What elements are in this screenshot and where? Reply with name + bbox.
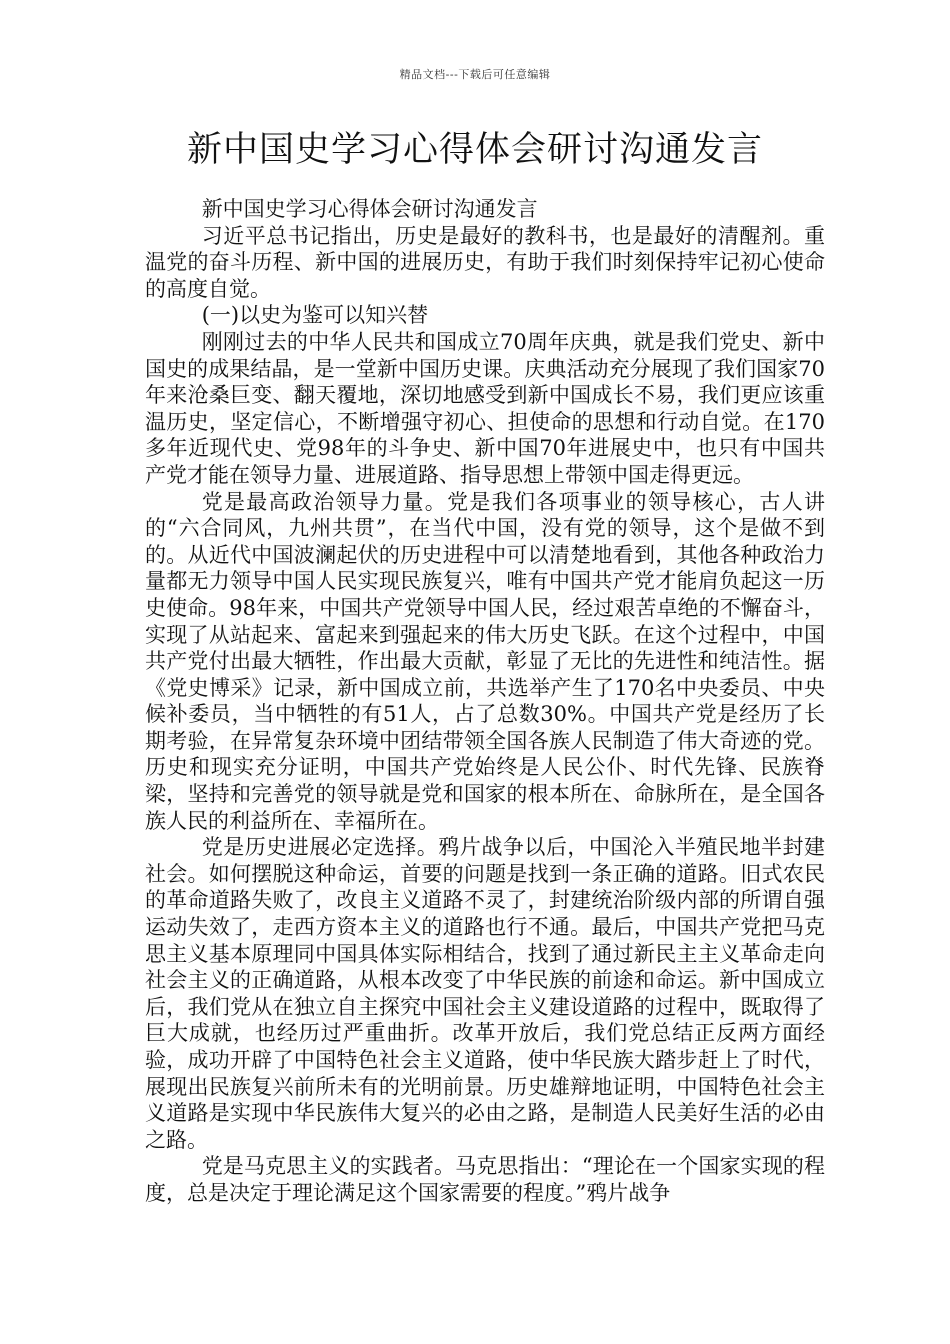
section-heading: (一)以史为鉴可以知兴替 [201, 303, 429, 328]
paragraph: 党是历史进展必定选择。鸦片战争以后，中国沦入半殖民地半封建社会。如何摆脱这种命运，首要的问题是找到一条正确的道路。旧式农民的革命道路失败了，改良主义道路不灵了，封建统治阶级内部的所谓自强运动失效了，走西方资本主义的道路也行不通。最后，中国共产党把马克思主义基本原理同中国具体实际相结合，找到了通过新民主主义革命走向社会主义的正确道路，从根本改变了中华民族的前途和命运。新中国成立后，我们党从在独立自主探究中国社会主义建设道路的过程中，既取得了巨大成就，也经历过严重曲折。改革开放后，我们党总结正反两方面经验，成功开辟了中国特色社会主义道路，使中华民族大踏步赶上了时代，展现出民族复兴前所未有的光明前景。历史雄辩地证明，中国特色社会主义道路是实现中华民族伟大复兴的必由之路，是制造人民美好生活的必由之路。 [145, 835, 825, 1152]
paragraph-intro: 习近平总书记指出，历史是最好的教科书，也是最好的清醒剂。重温党的奋斗历程、新中国的进展历史，有助于我们时刻保持牢记初心使命的高度自觉。 [145, 223, 825, 301]
paragraph: 刚刚过去的中华人民共和国成立70周年庆典，就是我们党史、新中国史的成果结晶，是一堂新中国历史课。庆典活动充分展现了我们国家70年来沧桑巨变、翻天覆地，深切地感受到新中国成长不易，我们更应该重温历史，坚定信心，不断增强守初心、担使命的思想和行动自觉。在170多年近现代史、党98年的斗争史、新中国70年进展史中，也只有中国共产党才能在领导力量、进展道路、指导思想上带领中国走得更远。 [145, 329, 825, 487]
paragraph: 党是马克思主义的实践者。马克思指出：“理论在一个国家实现的程度，总是决定于理论满足这个国家需要的程度。”鸦片战争 [145, 1154, 825, 1205]
paragraph: 党是最高政治领导力量。党是我们各项事业的领导核心，古人讲的“六合同风，九州共贯”，在当代中国，没有党的领导，这个是做不到的。从近代中国波澜起伏的历史进程中可以清楚地看到，其他各种政治力量都无力领导中国人民实现民族复兴，唯有中国共产党才能肩负起这一历史使命。98年来，中国共产党领导中国人民，经过艰苦卓绝的不懈奋斗，实现了从站起来、富起来到强起来的伟大历史飞跃。在这个过程中，中国共产党付出最大牺牲，作出最大贡献，彰显了无比的先进性和纯洁性。据《党史博采》记录，新中国成立前，共选举产生了170名中央委员、中央候补委员，当中牺牲的有51人，占了总数30%。中国共产党是经历了长期考验，在异常复杂环境中团结带领全国各族人民制造了伟大奇迹的党。历史和现实充分证明，中国共产党始终是人民公仆、时代先锋、民族脊梁，坚持和完善党的领导就是党和国家的根本所在、命脉所在，是全国各族人民的利益所在、幸福所在。 [145, 489, 825, 833]
document-body [145, 196, 825, 1207]
document-title: 新中国史学习心得体会研讨沟通发言 [186, 130, 763, 170]
paragraph-subtitle: 新中国史学习心得体会研讨沟通发言 [201, 197, 538, 221]
header-note: 精品文档---下载后可任意编辑 [399, 68, 551, 81]
